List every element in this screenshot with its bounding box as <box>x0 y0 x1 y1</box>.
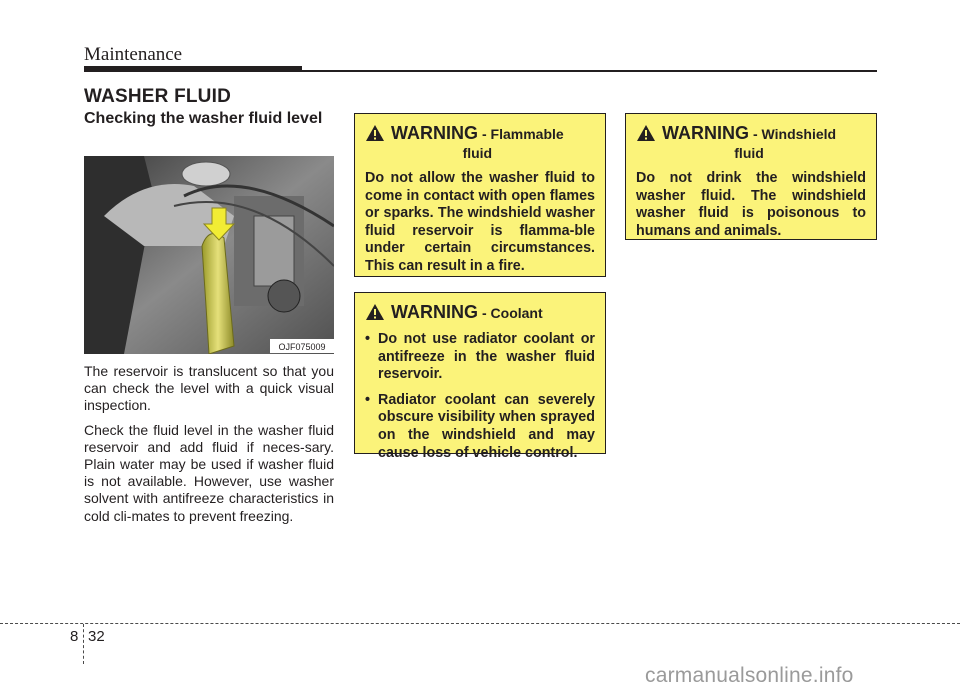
warning-box-flammable <box>354 113 606 277</box>
warning-list-item: • Radiator coolant can severely obscure visibility when sprayed on the windshield and may cause loss of vehicle control. <box>365 392 595 462</box>
warning-triangle-icon <box>365 303 385 321</box>
page-heading: WASHER FLUID <box>84 86 232 107</box>
warning-word: WARNING <box>391 123 478 143</box>
paragraph-1: The reservoir is translucent so that you can check the level with a quick visual inspection. <box>84 363 334 414</box>
body-text <box>84 363 334 532</box>
warning-triangle-icon <box>636 124 656 142</box>
warning-box-coolant <box>354 292 606 461</box>
section-header-title: Maintenance <box>84 44 183 65</box>
page-number: 32 <box>88 628 105 645</box>
warning-word: WARNING <box>391 302 478 322</box>
footer-rule <box>0 623 960 624</box>
warning-word: WARNING <box>662 123 749 143</box>
footer-divider <box>83 624 84 664</box>
warning-box-windshield <box>625 113 877 240</box>
warning-subject-cont: fluid <box>734 145 764 161</box>
warning-subject: - Windshield <box>752 126 837 142</box>
chapter-number: 8 <box>70 628 79 645</box>
image-code: OJF075009 <box>278 342 326 352</box>
header-rule-thick <box>84 66 302 72</box>
sub-heading: Checking the washer fluid level <box>84 110 323 127</box>
warning-triangle-icon <box>365 124 385 142</box>
warning-list-item: • Do not use radiator coolant or antifreeze in the washer fluid reservoir. <box>365 331 595 384</box>
warning-subject: - Flammable <box>481 126 564 142</box>
warning-text: Do not drink the windshield washer fluid. The windshield washer fluid is poisonous to humans and animals. <box>636 170 866 239</box>
engine-bay-illustration <box>84 156 334 354</box>
warning-list <box>365 331 595 462</box>
warning-text: Do not allow the washer fluid to come in contact with open flames or sparks. The windshield washer fluid reservoir is flamma-ble under certain circumstances. This can result in a fire. <box>365 170 595 274</box>
paragraph-2: Check the fluid level in the washer fluid reservoir and add fluid if neces-sary. Plain water may be used if washer fluid is not available. However, use washer solvent with antifreeze characteristics in cold cli-mates to prevent freezing. <box>84 421 334 524</box>
watermark: carmanualsonline.info <box>645 664 854 687</box>
warning-subject-cont: fluid <box>462 145 493 161</box>
warning-subject: - Coolant <box>481 305 543 321</box>
header-rule-thin <box>302 70 877 72</box>
